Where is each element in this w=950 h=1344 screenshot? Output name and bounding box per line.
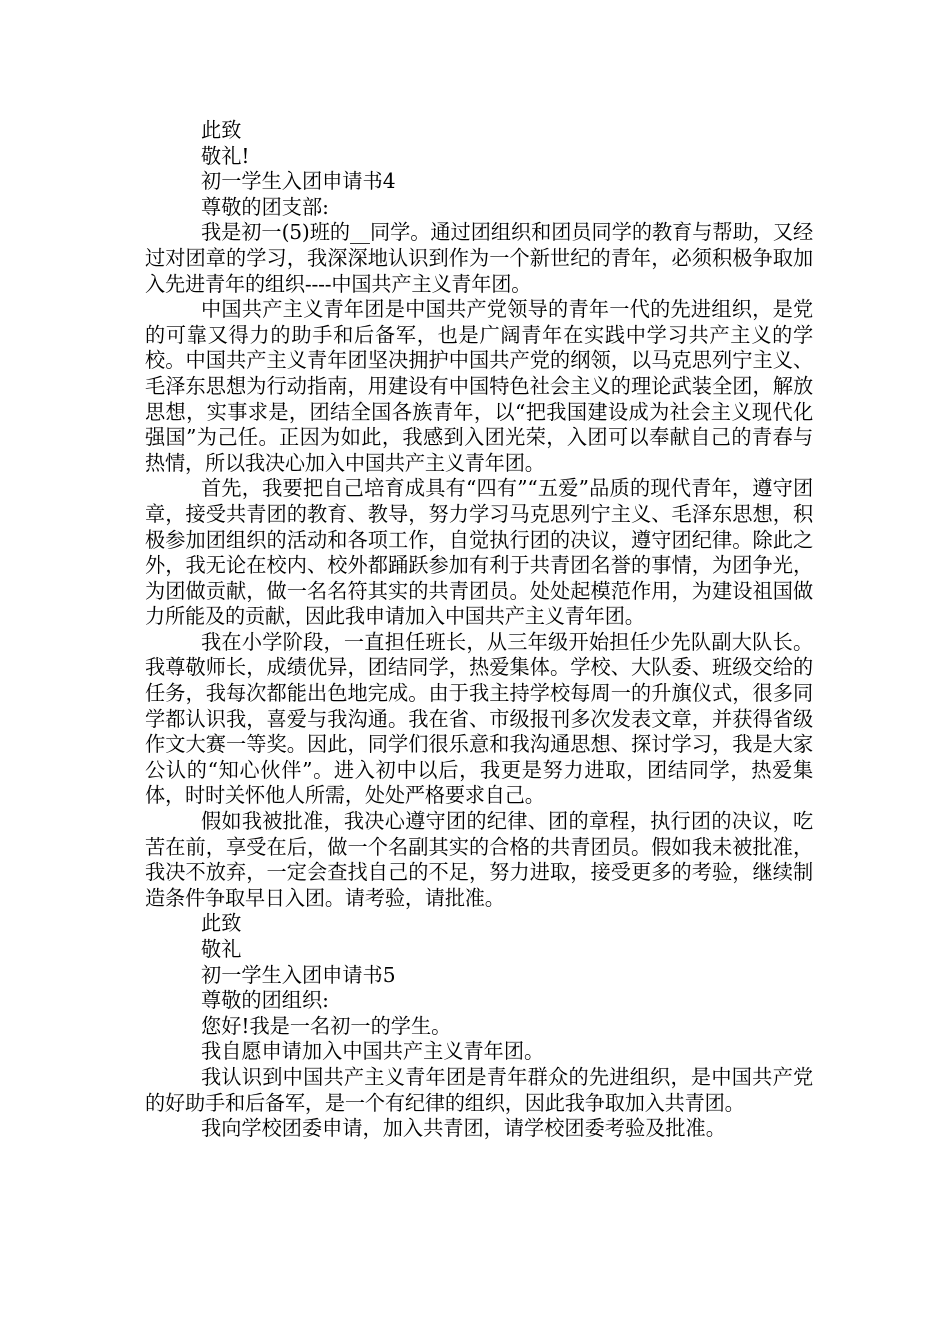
body-paragraph: 假如我被批准，我决心遵守团的纪律、团的章程，执行团的决议，吃苦在前，享受在后，做一个名副其实的合格的共青团员。假如我未被批准，我决不放弃，一定会查找自己的不足，努力进取，接受更多的考验，继续制造条件争取早日入团。请考验，请批准。 — [145, 809, 813, 910]
section-title-4: 初一学生入团申请书4 — [201, 169, 396, 194]
document-page — [145, 118, 813, 1142]
greeting-line: 尊敬的团组织: — [201, 988, 329, 1013]
closing-regards: 敬礼! — [201, 143, 250, 168]
closing-salutation: 此致 — [201, 911, 242, 936]
body-paragraph: 中国共产主义青年团是中国共产党领导的青年一代的先进组织，是党的可靠又得力的助手和后备军，也是广阔青年在实践中学习共产主义的学校。中国共产主义青年团坚决拥护中国共产党的纲领，以马克思列宁主义、毛泽东思想为行动指南，用建设有中国特色社会主义的理论武装全团，解放思想，实事求是，团结全国各族青年，以“把我国建设成为社会主义现代化强国”为己任。正因为如此，我感到入团光荣，入团可以奉献自己的青春与热情，所以我决心加入中国共产主义青年团。 — [145, 297, 813, 475]
body-line: 我向学校团委申请，加入共青团，请学校团委考验及批准。 — [201, 1116, 726, 1141]
closing-regards: 敬礼 — [201, 937, 242, 961]
body-paragraph: 首先，我要把自己培育成具有“四有”“五爱”品质的现代青年，遵守团章，接受共青团的教育、教导，努力学习马克思列宁主义、毛泽东思想，积极参加团组织的活动和各项工作，自觉执行团的决议，遵守团纪律。除此之外，我无论在校内、校外都踊跃参加有利于共青团名誉的事情，为团争光，为团做贡献，做一名名符其实的共青团员。处处起模范作用，为建设祖国做力所能及的贡献，因此我申请加入中国共产主义青年团。 — [145, 476, 813, 629]
body-paragraph: 我是初一(5)班的__同学。通过团组织和团员同学的教育与帮助，又经过对团章的学习，我深深地认识到作为一个新世纪的青年，必须积极争取加入先进青年的组织----中国共产主义青年团。 — [145, 220, 813, 296]
body-paragraph: 我在小学阶段，一直担任班长，从三年级开始担任少先队副大队长。我尊敬师长，成绩优异，团结同学，热爱集体。学校、大队委、班级交给的任务，我每次都能出色地完成。由于我主持学校每周一的升旗仪式，很多同学都认识我，喜爱与我沟通。我在省、市级报刊多次发表文章，并获得省级作文大赛一等奖。因此，同学们很乐意和我沟通思想、探讨学习，我是大家公认的“知心伙伴”。进入初中以后，我更是努力进取，团结同学，热爱集体，时时关怀他人所需，处处严格要求自己。 — [145, 629, 813, 808]
greeting-line: 尊敬的团支部: — [201, 194, 329, 219]
body-line: 我自愿申请加入中国共产主义青年团。 — [201, 1039, 545, 1064]
body-line: 您好!我是一名初一的学生。 — [201, 1013, 452, 1038]
closing-salutation: 此致 — [201, 118, 242, 142]
body-paragraph: 我认识到中国共产主义青年团是青年群众的先进组织，是中国共产党的好助手和后备军，是一个有纪律的组织，因此我争取加入共青团。 — [145, 1064, 813, 1115]
section-title-5: 初一学生入团申请书5 — [201, 962, 396, 987]
